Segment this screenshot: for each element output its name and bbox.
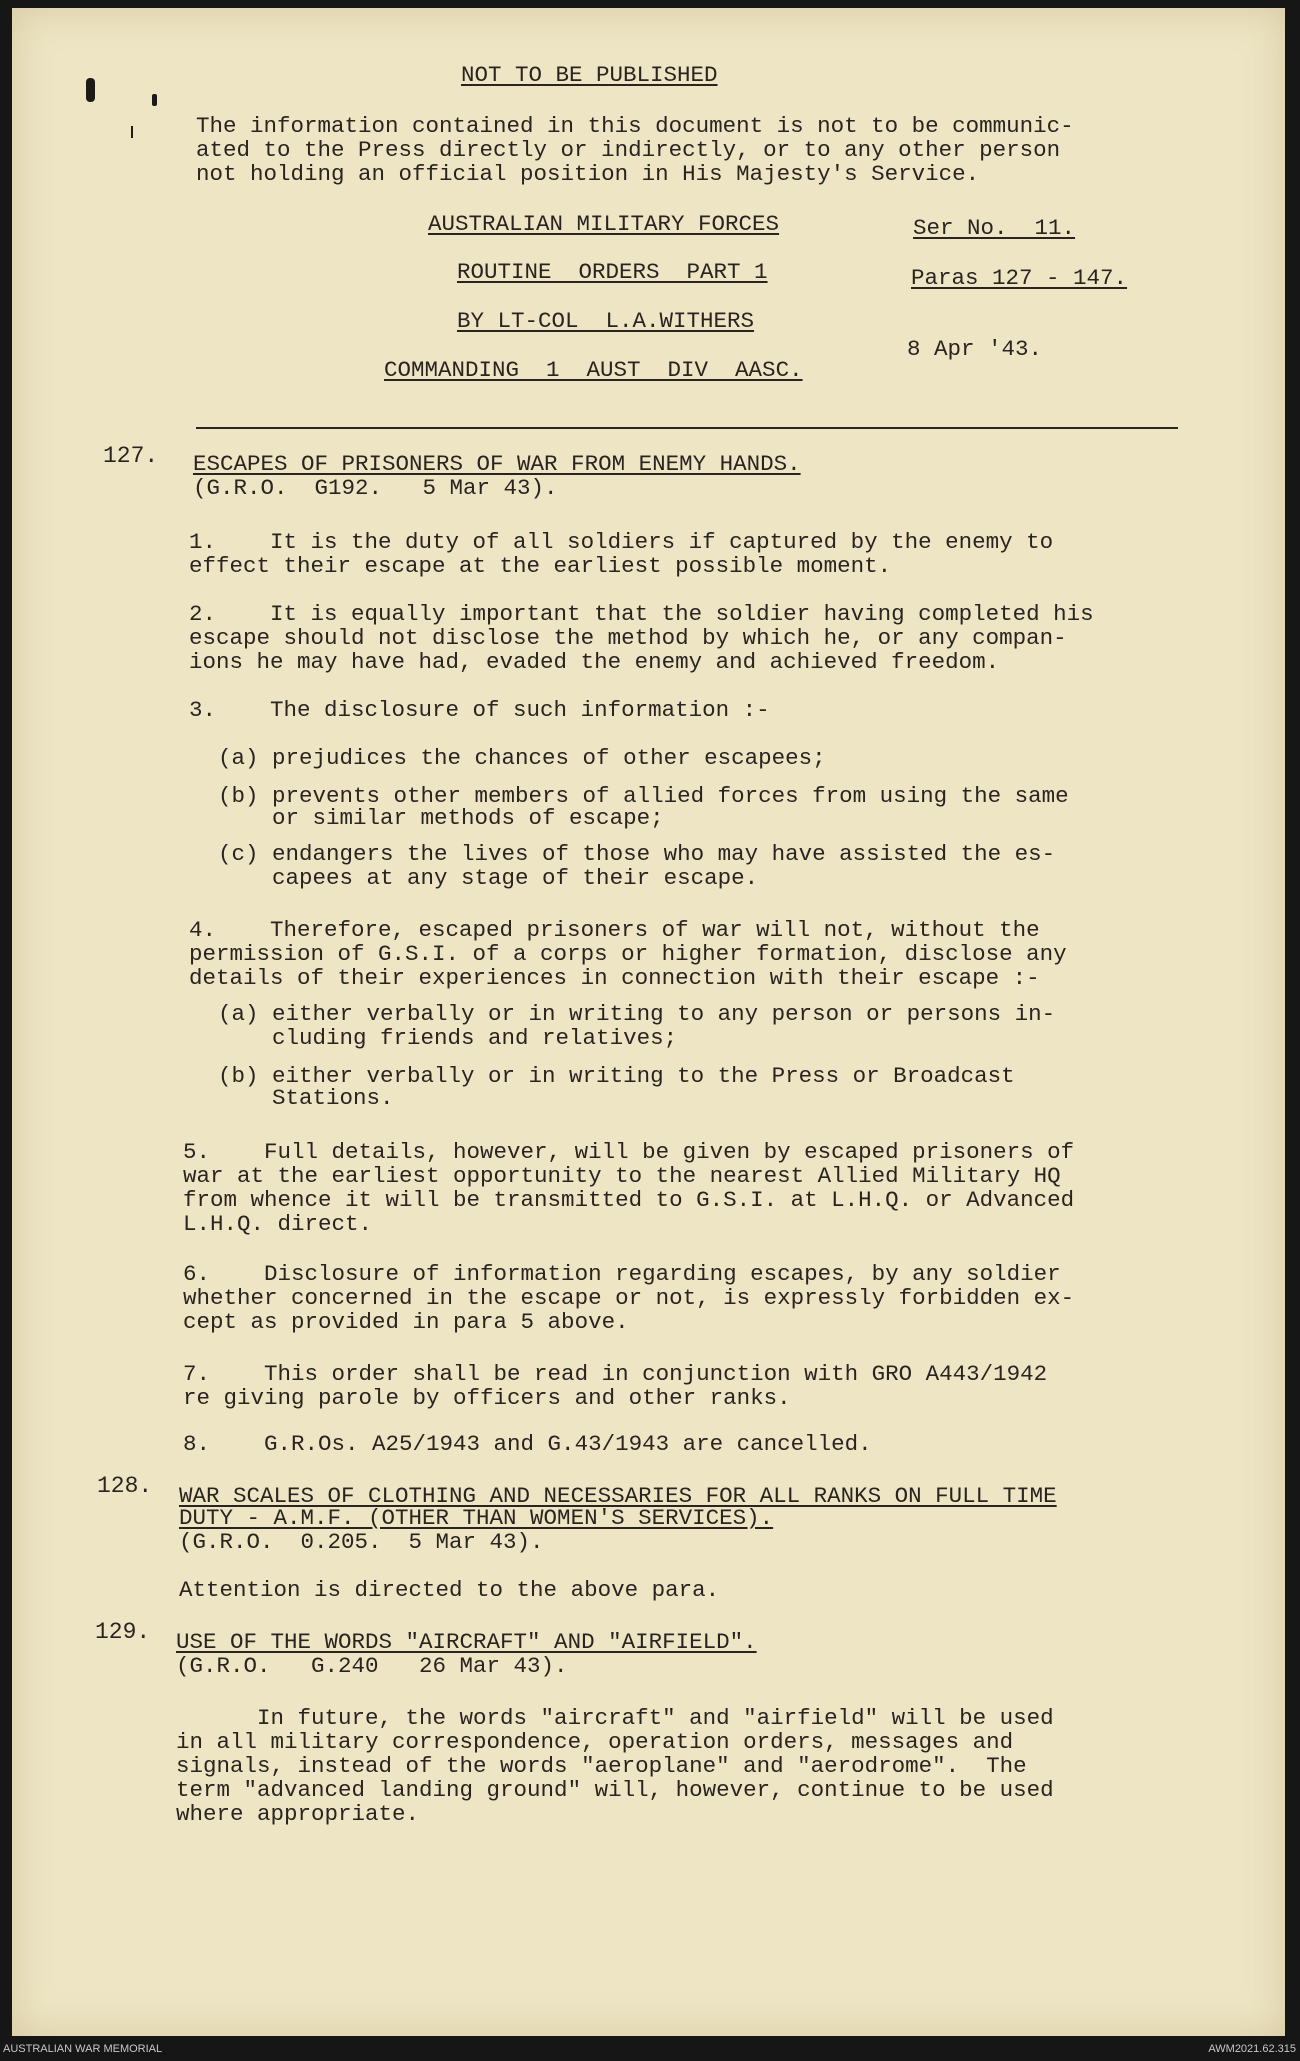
- sub-para-5: from whence it will be transmitted to G.S.I. at L.H.Q. or Advanced: [183, 1187, 1075, 1213]
- punch-mark: [152, 94, 157, 106]
- para-number: 127.: [103, 443, 159, 469]
- item-3c: capees at any stage of their escape.: [218, 865, 759, 891]
- commander-heading: BY LT-COL L.A.WITHERS: [457, 308, 755, 334]
- sub-para-4: 4. Therefore, escaped prisoners of war will not, without the: [189, 917, 1040, 943]
- sub-para-7: 7. This order shall be read in conjunction with GRO A443/1942: [183, 1361, 1048, 1387]
- sub-para-3: 3. The disclosure of such information :-: [189, 697, 770, 723]
- para-body: signals, instead of the words "aeroplane" and "aerodrome". The: [176, 1753, 1027, 1779]
- para-reference: (G.R.O. 0.205. 5 Mar 43).: [179, 1529, 544, 1555]
- order-date: 8 Apr '43.: [907, 336, 1043, 362]
- item-3a: (a) prejudices the chances of other escapees;: [218, 745, 826, 771]
- serial-number: Ser No. 11.: [913, 215, 1076, 241]
- para-title: WAR SCALES OF CLOTHING AND NECESSARIES FOR ALL RANKS ON FULL TIME: [179, 1483, 1057, 1509]
- para-body: term "advanced landing ground" will, however, continue to be used: [176, 1777, 1054, 1803]
- para-title: DUTY - A.M.F. (OTHER THAN WOMEN'S SERVICES).: [179, 1505, 774, 1531]
- paragraph-range: Paras 127 - 147.: [911, 265, 1128, 291]
- orders-heading: ROUTINE ORDERS PART 1: [457, 259, 768, 285]
- para-body: In future, the words "aircraft" and "airfield" will be used: [176, 1705, 1054, 1731]
- footer-accession: AWM2021.62.315: [1208, 2043, 1296, 2055]
- item-3c: (c) endangers the lives of those who may have assisted the es-: [218, 841, 1056, 867]
- para-body: Attention is directed to the above para.: [179, 1577, 720, 1603]
- sub-para-2: ions he may have had, evaded the enemy and achieved freedom.: [189, 649, 1000, 675]
- header-rule: [196, 427, 1178, 429]
- sub-para-4: permission of G.S.I. of a corps or higher formation, disclose any: [189, 941, 1067, 967]
- para-reference: (G.R.O. G.240 26 Mar 43).: [176, 1653, 568, 1679]
- notice-line: ated to the Press directly or indirectly, or to any other person: [196, 137, 1061, 163]
- sub-para-6: whether concerned in the escape or not, is expressly forbidden ex-: [183, 1285, 1075, 1311]
- sub-para-2: escape should not disclose the method by which he, or any compan-: [189, 625, 1067, 651]
- para-number: 128.: [97, 1473, 153, 1499]
- notice-line: The information contained in this document is not to be communic-: [196, 113, 1074, 139]
- sub-para-1: 1. It is the duty of all soldiers if captured by the enemy to: [189, 529, 1054, 555]
- punch-mark: [86, 78, 95, 102]
- classification-title: NOT TO BE PUBLISHED: [461, 62, 718, 88]
- sub-para-4: details of their experiences in connection with their escape :-: [189, 965, 1040, 991]
- item-4a: (a) either verbally or in writing to any person or persons in-: [218, 1001, 1056, 1027]
- sub-para-8: 8. G.R.Os. A25/1943 and G.43/1943 are cancelled.: [183, 1431, 872, 1457]
- sub-para-6: cept as provided in para 5 above.: [183, 1309, 629, 1335]
- para-number: 129.: [95, 1619, 151, 1645]
- sub-para-5: 5. Full details, however, will be given by escaped prisoners of: [183, 1139, 1075, 1165]
- sub-para-6: 6. Disclosure of information regarding escapes, by any soldier: [183, 1261, 1061, 1287]
- para-body: in all military correspondence, operation orders, messages and: [176, 1729, 1014, 1755]
- sub-para-7: re giving parole by officers and other ranks.: [183, 1385, 791, 1411]
- para-title: ESCAPES OF PRISONERS OF WAR FROM ENEMY HANDS.: [193, 451, 801, 477]
- sub-para-5: L.H.Q. direct.: [183, 1211, 373, 1237]
- notice-line: not holding an official position in His Majesty's Service.: [196, 161, 980, 187]
- org-heading: AUSTRALIAN MILITARY FORCES: [428, 211, 780, 237]
- para-reference: (G.R.O. G192. 5 Mar 43).: [193, 475, 558, 501]
- para-body: where appropriate.: [176, 1801, 420, 1827]
- item-3b: (b) prevents other members of allied forces from using the same: [218, 783, 1069, 809]
- item-3b: or similar methods of escape;: [218, 805, 664, 831]
- punch-mark: [131, 126, 133, 138]
- footer-source: AUSTRALIAN WAR MEMORIAL: [3, 2043, 163, 2055]
- item-4b: (b) either verbally or in writing to the Press or Broadcast: [218, 1063, 1015, 1089]
- item-4a: cluding friends and relatives;: [218, 1025, 678, 1051]
- sub-para-5: war at the earliest opportunity to the nearest Allied Military HQ: [183, 1163, 1061, 1189]
- sub-para-1: effect their escape at the earliest possible moment.: [189, 553, 892, 579]
- command-heading: COMMANDING 1 AUST DIV AASC.: [384, 357, 803, 383]
- para-title: USE OF THE WORDS "AIRCRAFT" AND "AIRFIELD".: [176, 1629, 757, 1655]
- item-4b: Stations.: [218, 1085, 394, 1111]
- sub-para-2: 2. It is equally important that the soldier having completed his: [189, 601, 1094, 627]
